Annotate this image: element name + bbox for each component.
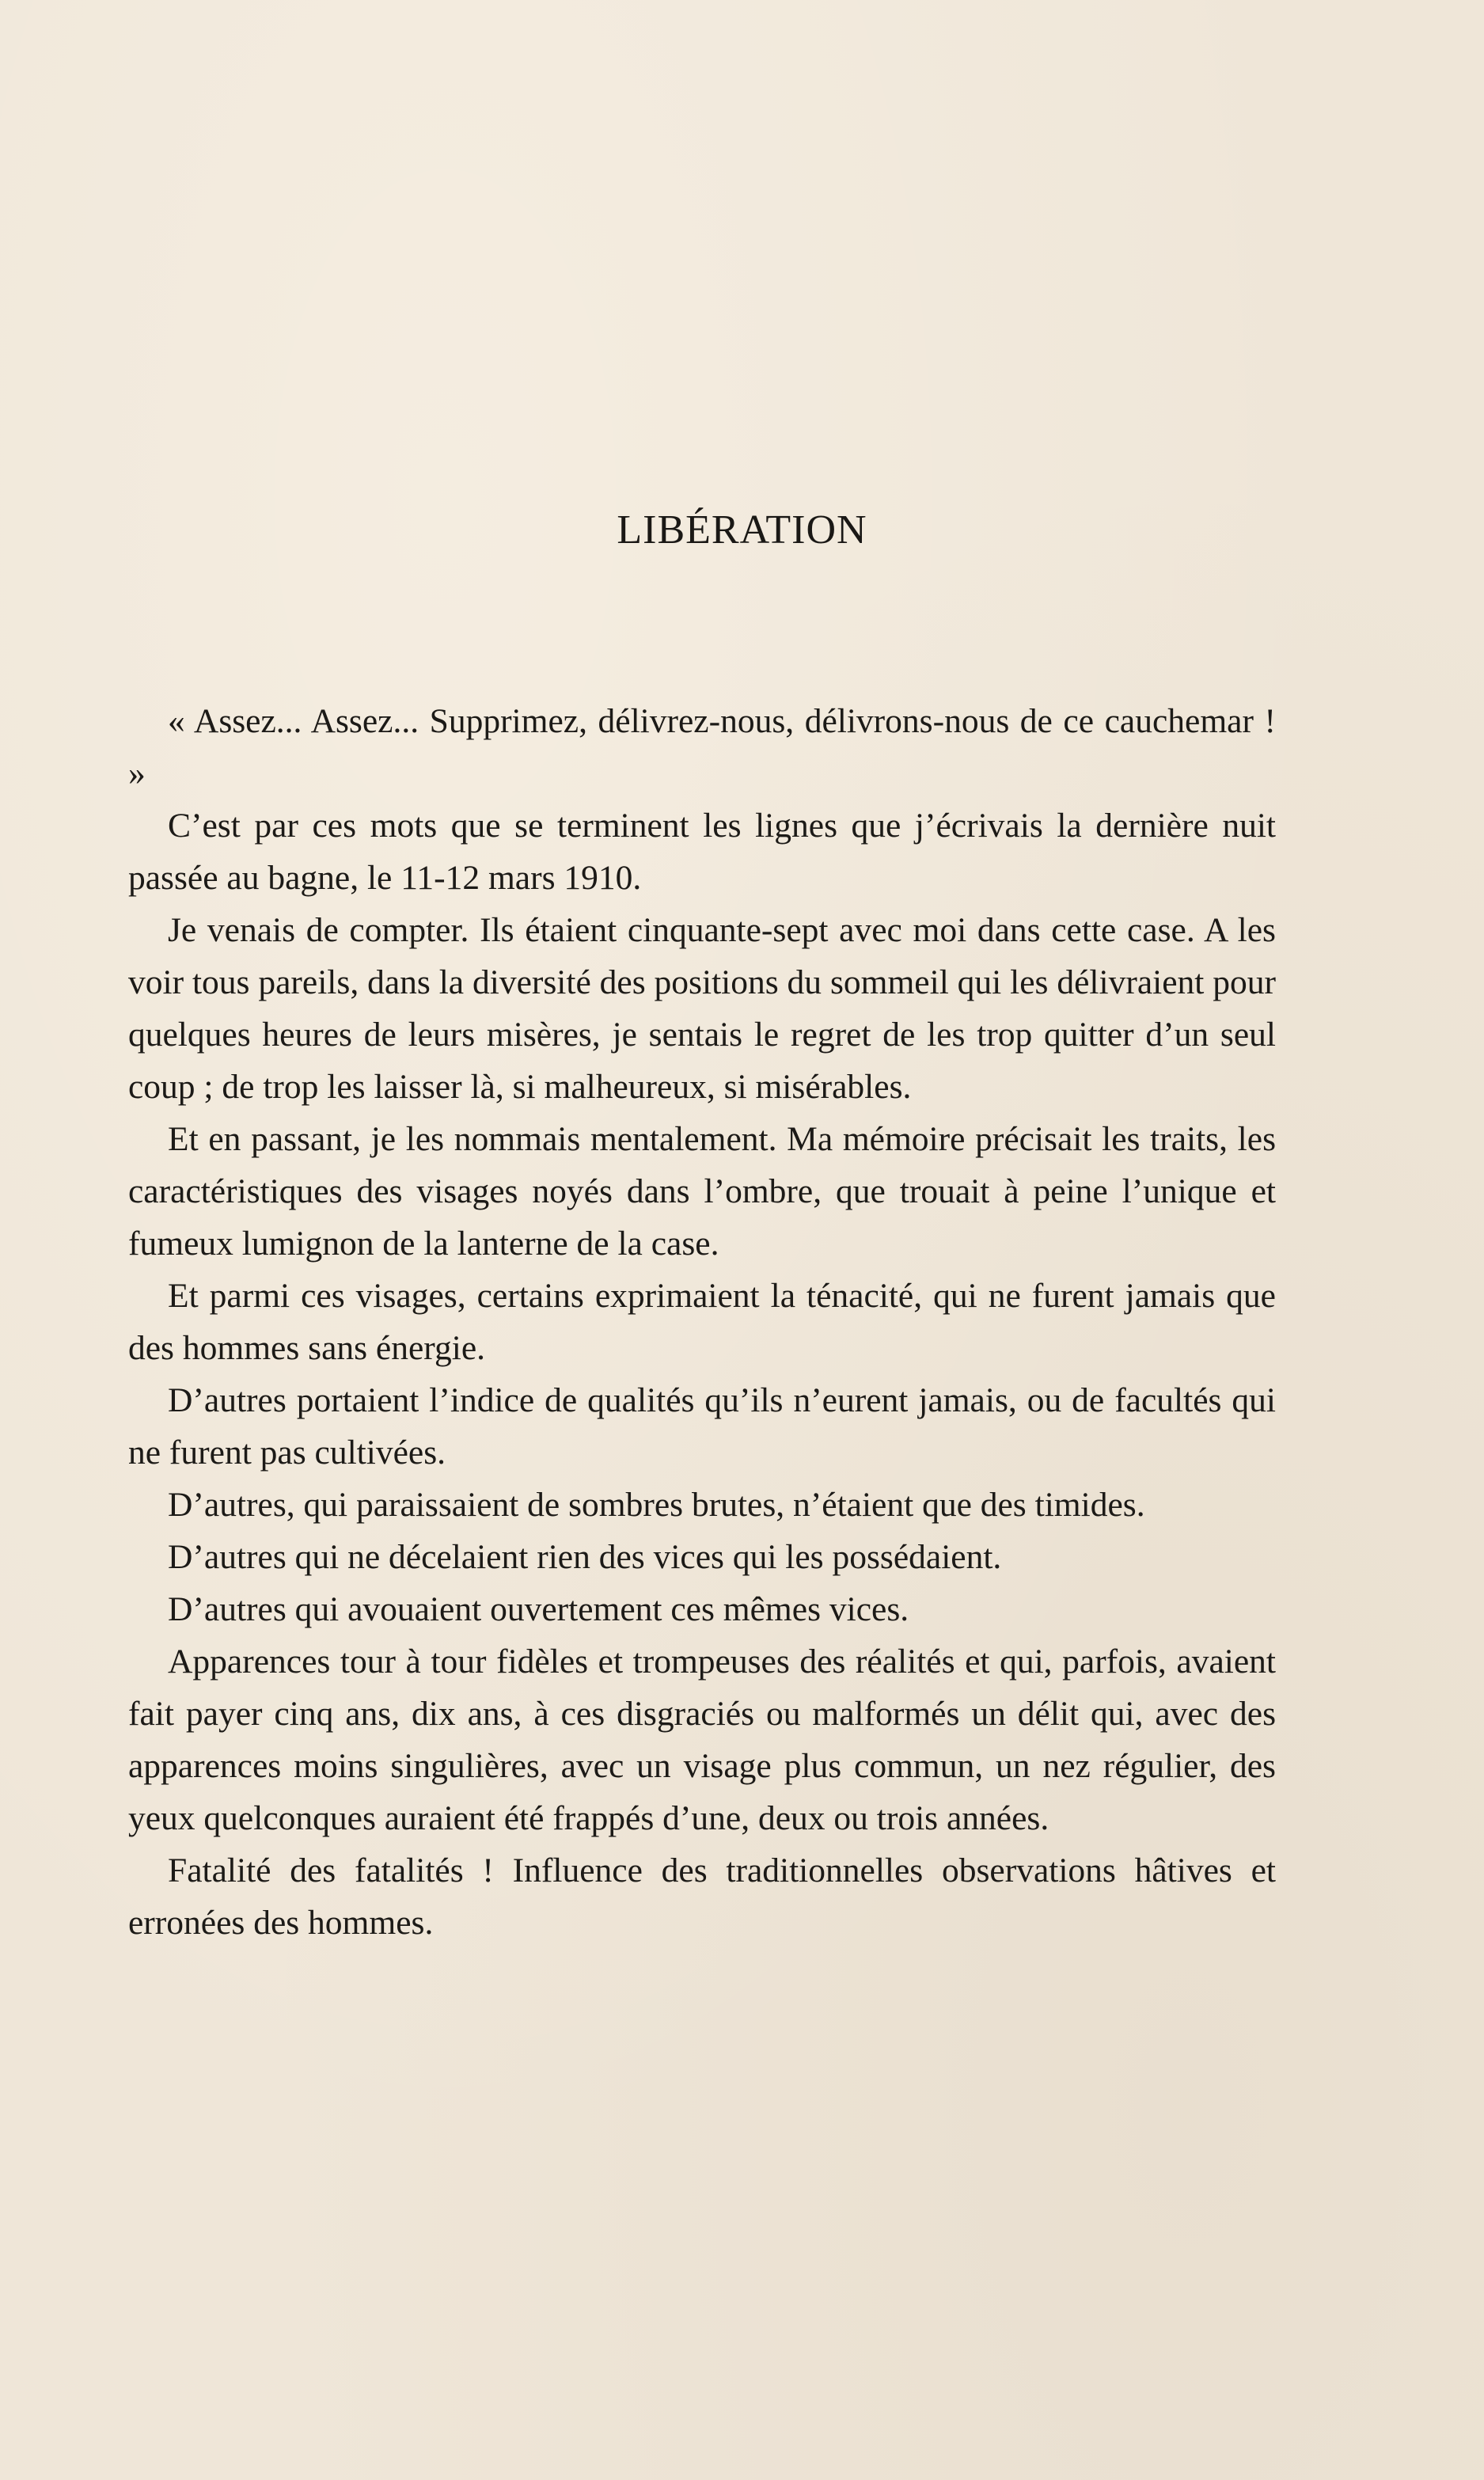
paragraph: C’est par ces mots que se terminent les lignes que j’écrivais la dernière nuit passée au bagne, le 11-12 mars 1910.	[128, 807, 1276, 897]
paragraph: D’autres qui ne décelaient rien des vices qui les possédaient.	[168, 1538, 1002, 1576]
paragraph: Apparences tour à tour fidèles et trompeuses des réalités et qui, parfois, avaient fait payer cinq ans, dix ans, à ces disgraciés ou malformés un délit qui, avec des apparences moins singulières, avec un visage plus commun, un nez régulier, des yeux quelconques auraient été frappés d’une, deux ou trois années.	[128, 1643, 1276, 1837]
chapter-title: LIBÉRATION	[617, 507, 867, 553]
paragraph: « Assez... Assez... Supprimez, délivrez-nous, délivrons-nous de ce cauchemar ! »	[128, 702, 1276, 792]
body-text	[128, 695, 1276, 1949]
paragraph: Et en passant, je les nommais mentalement. Ma mémoire précisait les traits, les caractéristiques des visages noyés dans l’ombre, que trouait à peine l’unique et fumeux lumignon de la lanterne de la case.	[128, 1120, 1276, 1263]
paragraph: D’autres, qui paraissaient de sombres brutes, n’étaient que des timides.	[168, 1486, 1145, 1524]
paragraph: Et parmi ces visages, certains exprimaient la ténacité, qui ne furent jamais que des hommes sans énergie.	[128, 1277, 1276, 1367]
paragraph: Fatalité des fatalités ! Influence des traditionnelles observations hâtives et erronées des hommes.	[128, 1851, 1276, 1942]
paragraph: Je venais de compter. Ils étaient cinquante-sept avec moi dans cette case. A les voir tous pareils, dans la diversité des positions du sommeil qui les délivraient pour quelques heures de leurs misères, je sentais le regret de les trop quitter d’un seul coup ; de trop les laisser là, si malheureux, si misérables.	[128, 911, 1276, 1106]
paragraph: D’autres qui avouaient ouvertement ces mêmes vices.	[168, 1590, 909, 1628]
paragraph: D’autres portaient l’indice de qualités qu’ils n’eurent jamais, ou de facultés qui ne furent pas cultivées.	[128, 1381, 1276, 1472]
